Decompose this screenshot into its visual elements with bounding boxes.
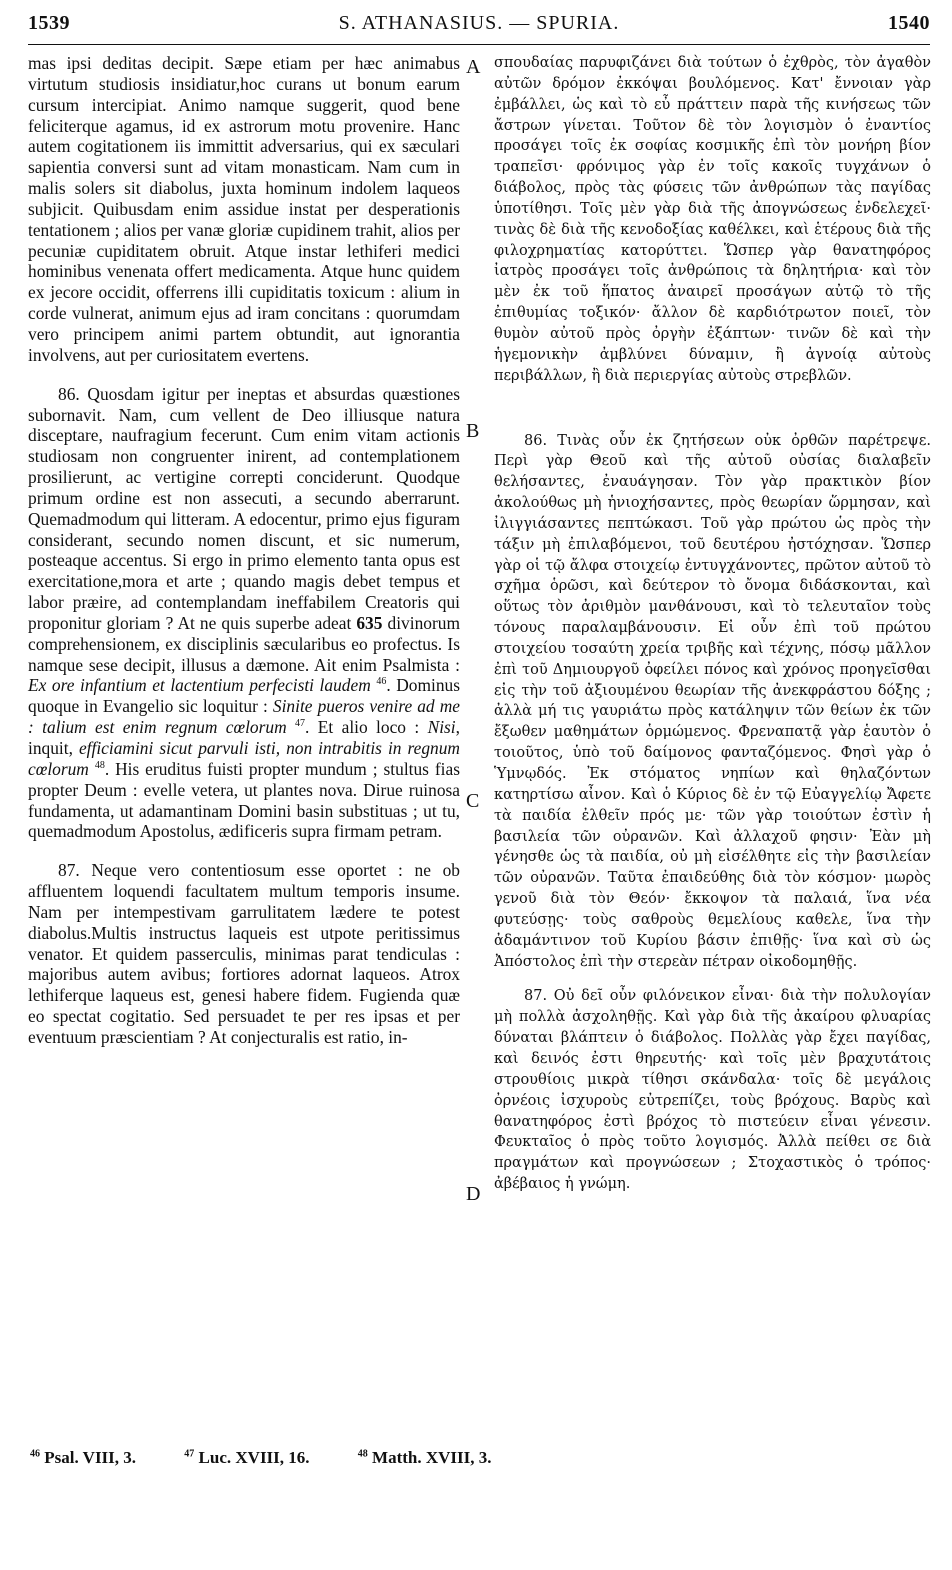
margin-letter-d: D	[466, 1183, 481, 1205]
greek-paragraph-87: 87. Οὐ δεῖ οὖν φιλόνεικον εἶναι· διὰ τὴν πολυλογίαν μὴ πολλὰ ἀσχοληθῇς. Καὶ γὰρ διὰ τῆς ἀκαίρου φλυαρίας δύναται βλάπτειν ὁ διάβολος. Πολλὰς γὰρ ἔχει παγίδας, καὶ δεινός ἐστι θηρευτής· καὶ τοῖς μὲν βραχυτάτοις στρουθίοις μικρὰ τίθησι σκάνδαλα· τοῖς δὲ μεγάλοις ὀρνέοις ἰσχυροὺς εὐτρεπίζει, τοὺς βρόχους. Βαρὺς καὶ θανατηφόρος ἐστὶ βρόχος τὸ πιστεύειν εἶναι γένεσιν. Φευκταῖος ὁ πρὸς τοῦτο λογισμός. Ἀλλὰ πείθει σε διὰ πραγμάτων καὶ προγνώσεων ; Στοχαστικὸς ὁ τρόπος· ἀβέβαιος ἡ γνώμη.	[494, 988, 931, 1193]
footnote	[184, 1448, 331, 1467]
latin-text: . Et alio loco :	[305, 717, 420, 738]
footnote-ref: 46	[376, 676, 387, 688]
footnote-text: Luc. XVIII, 16.	[198, 1448, 310, 1467]
column-number: 635	[356, 612, 383, 633]
margin-letter-b: B	[466, 420, 480, 442]
footnote-number: 48	[357, 1448, 368, 1460]
greek-paragraph: σπουδαίας παρυφιζάνει διὰ τούτων ὁ ἐχθρὸς, τὸν ἀγαθὸν αὐτῶν δρόμον ἐκκόψαι βουλόμενος. Κατ' ἔννοιαν γὰρ ἐμβάλλει, ὡς καὶ τὸ εὖ πράττειν παρὰ τῆς κινήσεως τῶν ἄστρων γίνεται. Τοῦτον δὲ τὸν λογισμὸν ὁ ἐναντίος προσάγει τοῖς ἐκ σοφίας κοσμικῆς ἐπὶ τὸν μονήρη βίον τραπεῖσι· φρόνιμος γὰρ ἐν τοῖς κακοῖς τυγχάνων ὁ διάβολος, πρὸς τὰς φύσεις τῶν ἀνθρώπων τὰς παγίδας ὑποτίθησι. Τοῖς μὲν γὰρ διὰ τῆς ἀπογνώσεως ἐνδελεχεῖ· τινὰς δὲ διὰ τῆς κενοδοξίας καθέλκει, καὶ ἑτέρους διὰ τῆς φιλοχρηματίας κατορύττει. Ὥσπερ γὰρ θανατηφόρος ἰατρὸς προσάγει τοῖς ἀνθρώποις τὰ δηλητήρια· καὶ τὸν μὲν ἐκ τοῦ ἥπατος ἀναιρεῖ προσάγων αὐτῷ τὸ τῆς ἐπιθυμίας τοξικόν· ἄλλον δὲ καρδιότρωτον ποιεῖ, τὸν θυμὸν αὐτοῦ πρὸς ὀργὴν ἐξάπτων· τινῶν δὲ καὶ τὴν ἡγεμονικὴν ἀμβλύνει δύναμιν, ἢ ἀγνοίᾳ αὐτοὺς περιβάλλων, ἢ διὰ περιεργίας αὐτοὺς στρεβλῶν.	[494, 55, 931, 384]
latin-paragraph-87: 87. Neque vero contentiosum esse oportet : ne ob affluentem loquendi facultatem multum temporis insume. Nam per intempestivam garrulitatem lædere te potest diabolus.Multis instructus laqueis est utpote peritissimus venator. Et quidem passerculis, minimas parat tendiculas : majoribus autem avibus; fortiores adornat laqueos. Atrox lethiferque laqueus est, genesi habere fidem. Fugienda quæ eo spectat cogitatio. Sed persuadet te per res ipsas et per eventuum præscientiam ? At conjecturalis est ratio, in-	[28, 860, 460, 1047]
footnote	[358, 1448, 514, 1467]
margin-letter-c: C	[466, 790, 480, 812]
latin-paragraph-86	[28, 384, 460, 843]
margin-letter-a: A	[466, 56, 481, 78]
latin-quote: Ex ore infantium et lactentium perfecisti laudem	[28, 675, 371, 696]
footnote-number: 47	[184, 1448, 195, 1460]
footnote	[30, 1448, 158, 1467]
latin-text: , inquit,	[28, 717, 460, 758]
latin-text: . Dominus quoque in Evangelio sic loquitur :	[28, 675, 461, 717]
latin-text: . His eruditus fuisti propter mundum ; stultus fias propter Deum : evelle vetera, ut plantes nova. Dirue ruinosa fundamenta, ut adamantinam Domini basin substituas ; ut tu, quemadmodum Apostolus, ædificeris supra firmam petram.	[28, 758, 460, 842]
footnote-text: Psal. VIII, 3.	[44, 1448, 137, 1467]
latin-text: divinorum comprehensionem, ex disciplinis sæcularibus eo profectus. Is namque sese decipit, illusus a dæmone. Ait enim Psalmista :	[28, 612, 460, 675]
page-number-right: 1540	[888, 12, 930, 34]
running-header	[28, 12, 930, 44]
greek-column	[494, 53, 931, 1195]
page-number-left: 1539	[28, 12, 70, 34]
latin-text: 86. Quosdam igitur per ineptas et absurdas quæstiones subornavit. Nam, cum vellent de Deo illiusque natura disceptare, naufragium fecerunt. Cum enim vitam actionis studiosam non congruenter inirent, ad contemplationem prosilierunt, ac vertigine correpti conciderunt. Quodque primum ordine est non assecuti, a secundo aberrarunt. Quemadmodum qui litteram. A edocentur, primo ejus figuram considerant, secundo nomen discunt, et sic numerum, posteaque accentus. Si ergo in primo elemento tanta opus est exercitatione,mora et arte ; quando magis debet tempus et labor præire, ad contemplandam ineffabilem Creatoris qui proponitur gloriam ? At ne quis superbe adeat	[28, 383, 460, 633]
latin-quote: Nisi	[427, 717, 456, 738]
running-title: S. ATHANASIUS. — SPURIA.	[338, 12, 620, 34]
latin-paragraph: mas ipsi deditas decipit. Sæpe etiam per hæc animabus virtutum studiosis insidiatur,hoc curans ut bonum earum cursum intercipiat. Animo namque suggerit, quod bene feliciterque agamus, id ex astrorum motu provenire. Hanc autem cogitationem iis immittit adversarius, qui ex sæculari sapientia conversi sunt ad vitam monasticam. Nam cum in malis solers sit diabolus, juxta hominum indolem laqueos subjicit. Quibusdam enim assidue instat per desperationis tentationem ; alios per vanæ gloriæ cupidinem trahit, alios per pecuniæ cupiditatem obruit. Atque instar lethiferi medici hominibus venenata offert medicamenta. Atque hunc quidem ex jecore occidit, offerrens illi cupiditatis toxicum : alium in corde vulnerat, animum ejus ad iram concitans : quorumdam vero principem animi partem obtundit, aut ignorantia involvens, aut per curiositatem evertens.	[28, 53, 460, 365]
latin-quote: efficiamini sicut parvuli isti, non intrabitis in regnum cœlorum	[28, 738, 460, 779]
footnote-ref: 47	[295, 718, 306, 730]
footnote-text: Matth. XVIII, 3.	[372, 1448, 492, 1467]
greek-paragraph-86: 86. Τινὰς οὖν ἐκ ζητήσεων οὐκ ὀρθῶν παρέτρεψε. Περὶ γὰρ Θεοῦ καὶ τῆς αὐτοῦ οὐσίας διαλαβεῖν θελήσαντες, ἐναυάγησαν. Τὸν γὰρ πρακτικὸν βίον ἀκολούθως μὴ ἡνιοχήσαντες, πρὸς θεωρίαν ὥρμησαν, καὶ ἰλιγγιάσαντες πεπτώκασι. Τοῦ γὰρ πρώτου ὡς πρὸς τὴν τάξιν μὴ ἐπιλαβόμενοι, τοῦ δευτέρου ἠστόχησαν. Ὥσπερ γὰρ οἱ τῷ ἄλφα στοιχείῳ ἐντυγχάνοντες, πρῶτον αὐτοῦ τὸ σχῆμα ὁρῶσι, καὶ δεύτερον τὸ ὄνομα διδάσκονται, καὶ οὕτως τὸν ἀριθμὸν μανθάνουσι, καὶ τὸ τελευταῖον τοὺς τόνους παραλαμβάνουσιν. Εἰ οὖν ἐπὶ τοῦ πρώτου στοιχείου τοσαύτη χρεία τριβῆς καὶ τέχνης, πόσῳ μᾶλλον ἐπὶ τοῦ Δημιουργοῦ ὀφείλει πόνος καὶ χρόνος προηγεῖσθαι εἰς τὴν τοῦ ἀξιουμένου θεωρίαν τῆς ἀνεκφράστου δόξης ; ἀλλὰ μή τις γαυριάτω πρὸς κατάληψιν τῶν θείων ἐκ τῶν ἔξωθεν μαθημάτων ὁρμώμενος. Φρεναπατᾷ γὰρ ἑαυτὸν ὁ τοιοῦτος, ὑπὸ τοῦ δαίμονος φανταζόμενος. Φησὶ γὰρ ὁ Ὑμνῳδός. Ἐκ στόματος νηπίων καὶ θηλαζόντων κατηρτίσω αἶνον. Καὶ ὁ Κύριος δὲ ἐν τῷ Εὐαγγελίῳ Ἄφετε τὰ παιδία ἐλθεῖν πρός με· τῶν γὰρ τοιούτων ἐστὶν ἡ βασιλεία τῶν οὐρανῶν. Καὶ ἀλλαχοῦ φησιν· Ἐὰν μὴ γένησθε ὡς τὰ παιδία, οὐ μὴ εἰσέλθητε εἰς τὴν βασιλείαν τῶν οὐρανῶν. Ταῦτα ἐπαιδεύθης διὰ τὸν κόσμον· μωρὸς γενοῦ διὰ τὸν Θεόν· ἔκκοψον τὰ παλαιά, ἵνα νέα φυτεύσῃς· τοὺς σαθροὺς θεμελίους καθελε, ἵνα τὴν ἀδαμάντινον τοῦ Κυρίου βάσιν ἐπιθῇς· ἵνα καὶ σὺ ὡς Ἀπόστολος ἐπὶ τὴν στερεὰν πέτραν οἰκοδομηθῇς.	[494, 432, 931, 970]
footnote-ref: 48	[94, 760, 105, 772]
latin-quote: Sinite pueros venire ad me : talium est enim regnum cœlorum	[28, 696, 460, 738]
header-rule	[28, 44, 930, 45]
latin-column	[28, 53, 460, 1048]
footnote-number: 46	[30, 1448, 40, 1460]
footnotes	[30, 1448, 536, 1468]
